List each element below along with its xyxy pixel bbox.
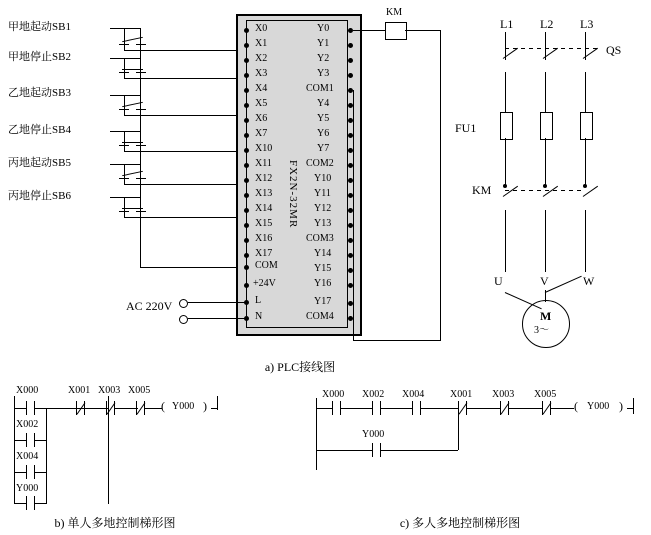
motor-label: M xyxy=(540,309,552,323)
km-main-label: KM xyxy=(472,183,492,197)
ladder-b-c2-l xyxy=(26,433,27,447)
wire-com1-down xyxy=(353,90,354,340)
wire-km-bottom xyxy=(353,340,441,341)
ladder-b-label-y000: Y000 xyxy=(16,483,39,494)
ladder-b-left-rail xyxy=(14,396,15,504)
wire-sb1-top2 xyxy=(124,28,141,29)
wire-km-down xyxy=(440,30,441,340)
terminal-label-com2: COM2 xyxy=(306,158,334,169)
terminal-label-l: L xyxy=(255,295,262,306)
motor-terminal-v: V xyxy=(540,274,549,288)
terminal-label-y3: Y3 xyxy=(317,68,330,79)
ladder-b-rung2-b xyxy=(34,440,46,441)
terminal-label-x12: X12 xyxy=(255,173,273,184)
ladder-b-label-x003: X003 xyxy=(98,385,121,396)
input-label-sb5: 丙地起动SB5 xyxy=(8,157,71,169)
phase-label-l2: L2 xyxy=(540,17,554,31)
ac-terminal-l xyxy=(179,299,188,308)
ladder-c-wire5 xyxy=(508,408,542,409)
caption-ladder-c: c) 多人多地控制梯形图 xyxy=(399,516,521,530)
terminal-dot-x0 xyxy=(244,28,249,33)
ladder-b-rung1-a xyxy=(14,408,26,409)
terminal-label-com4: COM4 xyxy=(306,311,334,322)
terminal-label-x2: X2 xyxy=(255,53,268,64)
wire-com-drop xyxy=(140,227,141,268)
terminal-label-x10: X10 xyxy=(255,143,273,154)
terminal-label-y16: Y16 xyxy=(314,278,332,289)
contact-sb2-b xyxy=(136,72,146,73)
ac-supply-label: AC 220V xyxy=(126,299,173,313)
wire-sb4-top2 xyxy=(124,131,141,132)
terminal-dot-x1 xyxy=(244,43,249,48)
ladder-b-label-x001: X001 xyxy=(68,385,91,396)
terminal-label-y11: Y11 xyxy=(314,188,331,199)
terminal-label-y13: Y13 xyxy=(314,218,332,229)
wire-sb1-out xyxy=(124,50,246,51)
ladder-b-rung2-a xyxy=(14,440,26,441)
terminal-label-y10: Y10 xyxy=(314,173,332,184)
wire-l3-kmdown xyxy=(585,210,586,272)
ladder-b-label-x002: X002 xyxy=(16,419,39,430)
ladder-c-label-x001: X001 xyxy=(450,389,473,400)
terminal-label-y17: Y17 xyxy=(314,296,332,307)
ladder-c-wire6 xyxy=(550,408,574,409)
terminal-label-x17: X17 xyxy=(255,248,273,259)
ladder-b-c1-l xyxy=(26,401,27,415)
motor-sub-label: 3～ xyxy=(534,325,549,336)
terminal-dot-x7 xyxy=(244,133,249,138)
terminal-label-y15: Y15 xyxy=(314,263,332,274)
terminal-label-y0: Y0 xyxy=(317,23,330,34)
wire-l2-qsdown xyxy=(545,72,546,112)
terminal-dot-x17 xyxy=(244,253,249,258)
ladder-b-label-x000: X000 xyxy=(16,385,39,396)
terminal-dot-x10 xyxy=(244,148,249,153)
terminal-label-y4: Y4 xyxy=(317,98,330,109)
terminal-dot-y3 xyxy=(348,73,353,78)
wire-l3-fudown xyxy=(585,138,586,186)
terminal-label-24v: +24V xyxy=(253,278,276,289)
wire-l2-kmdown xyxy=(545,210,546,272)
input-label-sb2: 甲地停止SB2 xyxy=(8,51,71,63)
km-coil-label: KM xyxy=(386,7,403,18)
wire-sb6-out xyxy=(124,217,246,218)
ladder-c-branch-right xyxy=(458,408,459,450)
terminal-dot-x6 xyxy=(244,118,249,123)
km-node-l1 xyxy=(503,184,507,188)
wire-switch-common xyxy=(140,44,141,227)
ladder-c-no3-l xyxy=(412,401,413,415)
ladder-c-wire1 xyxy=(340,408,372,409)
ladder-c-branch-wire-b xyxy=(380,450,458,451)
wire-l1-qsdown xyxy=(505,72,506,112)
terminal-dot-x15 xyxy=(244,223,249,228)
ladder-c-branch-no-l xyxy=(372,443,373,457)
wire-sb4-out xyxy=(124,151,246,152)
km-node-l2 xyxy=(543,184,547,188)
ladder-c-coil-open: ( xyxy=(574,399,578,413)
input-label-sb3: 乙地起动SB3 xyxy=(8,87,71,99)
terminal-dot-x4 xyxy=(244,88,249,93)
ladder-b-label-x004: X004 xyxy=(16,451,39,462)
wire-sb5-top2 xyxy=(124,164,141,165)
wire-l2-fudown xyxy=(545,138,546,186)
ladder-b-top-wire3 xyxy=(144,408,162,409)
terminal-label-y1: Y1 xyxy=(317,38,330,49)
terminal-dot-x14 xyxy=(244,208,249,213)
fuse-l2 xyxy=(540,112,553,140)
wire-sb6-top2 xyxy=(124,197,141,198)
terminal-dot-x13 xyxy=(244,193,249,198)
terminal-dot-com xyxy=(244,265,249,270)
ladder-c-label-x003: X003 xyxy=(492,389,515,400)
contact-sb4-b xyxy=(136,145,146,146)
terminal-label-x15: X15 xyxy=(255,218,273,229)
qs-dashline xyxy=(505,48,601,49)
terminal-label-x13: X13 xyxy=(255,188,273,199)
ladder-c-coil-close: ) xyxy=(619,399,623,413)
ladder-b-top-wire2 xyxy=(114,408,138,409)
ladder-c-wire0 xyxy=(316,408,332,409)
fuse-l3 xyxy=(580,112,593,140)
input-label-sb1: 甲地起动SB1 xyxy=(8,21,71,33)
input-label-sb6: 丙地停止SB6 xyxy=(8,190,71,202)
ladder-c-no1-l xyxy=(332,401,333,415)
terminal-label-y5: Y5 xyxy=(317,113,330,124)
ac-terminal-n xyxy=(179,315,188,324)
terminal-label-y12: Y12 xyxy=(314,203,332,214)
caption-plc: a) PLC接线图 xyxy=(264,360,336,374)
km-coil xyxy=(385,22,407,40)
ladder-c-endrail xyxy=(633,398,634,414)
phase-label-l3: L3 xyxy=(580,17,594,31)
wire-ac-l xyxy=(188,302,246,303)
wire-sb5-out xyxy=(124,184,246,185)
terminal-dot-x2 xyxy=(244,58,249,63)
contact-sb3-b xyxy=(136,109,146,110)
motor-terminal-u: U xyxy=(494,274,503,288)
wire-sb1-right xyxy=(140,28,141,44)
motor-terminal-w: W xyxy=(583,274,595,288)
terminal-dot-y2 xyxy=(348,58,353,63)
ladder-c-label-x004: X004 xyxy=(402,389,425,400)
terminal-dot-x16 xyxy=(244,238,249,243)
terminal-label-com: COM xyxy=(255,260,278,271)
terminal-dot-x11 xyxy=(244,163,249,168)
wire-ac-n xyxy=(188,318,246,319)
wire-l3-qsdown xyxy=(585,72,586,112)
ladder-c-label-x000: X000 xyxy=(322,389,345,400)
phase-label-l1: L1 xyxy=(500,17,514,31)
terminal-label-x6: X6 xyxy=(255,113,268,124)
ladder-c-branch-wire-a xyxy=(316,450,372,451)
terminal-label-x0: X0 xyxy=(255,23,268,34)
terminal-label-x1: X1 xyxy=(255,38,268,49)
terminal-label-x7: X7 xyxy=(255,128,268,139)
ladder-c-label-y000: Y000 xyxy=(362,429,385,440)
terminal-dot-24v xyxy=(244,283,249,288)
ladder-b-c4-l xyxy=(26,496,27,510)
terminal-dot-x12 xyxy=(244,178,249,183)
ladder-c-branch-left xyxy=(316,408,317,450)
ladder-b-rung3-a xyxy=(14,472,26,473)
terminal-label-x11: X11 xyxy=(255,158,272,169)
ladder-c-wire2 xyxy=(380,408,412,409)
wire-l1-kmdown xyxy=(505,210,506,272)
plc-model-label: FX2N-32MR xyxy=(287,160,299,229)
terminal-label-x14: X14 xyxy=(255,203,273,214)
terminal-label-x3: X3 xyxy=(255,68,268,79)
terminal-label-x16: X16 xyxy=(255,233,273,244)
ladder-c-wire3 xyxy=(420,408,458,409)
ladder-b-coil-open: ( xyxy=(161,399,165,413)
wire-sb2-out xyxy=(124,78,246,79)
km-dashline xyxy=(505,190,585,191)
fu-label: FU1 xyxy=(455,121,477,135)
terminal-label-com1: COM1 xyxy=(306,83,334,94)
contact-sb5-b xyxy=(136,178,146,179)
ladder-c-coil-label: Y000 xyxy=(587,401,610,412)
terminal-label-y7: Y7 xyxy=(317,143,330,154)
contact-sb6-b xyxy=(136,211,146,212)
wire-sb3-out xyxy=(124,115,246,116)
ladder-b-top-wire1 xyxy=(84,408,108,409)
ladder-c-no2-l xyxy=(372,401,373,415)
terminal-label-x5: X5 xyxy=(255,98,268,109)
terminal-label-com3: COM3 xyxy=(306,233,334,244)
terminal-label-y2: Y2 xyxy=(317,53,330,64)
terminal-dot-x5 xyxy=(244,103,249,108)
input-label-sb4: 乙地停止SB4 xyxy=(8,124,71,136)
wire-sb5-left xyxy=(124,164,125,178)
ladder-c-label-x005: X005 xyxy=(534,389,557,400)
terminal-dot-y1 xyxy=(348,43,353,48)
terminal-label-n: N xyxy=(255,311,263,322)
wire-sb2-top2 xyxy=(124,58,141,59)
wire-w-to-motor xyxy=(545,276,582,293)
km-node-l3 xyxy=(583,184,587,188)
contact-sb1-b xyxy=(136,44,146,45)
terminal-label-x4: X4 xyxy=(255,83,268,94)
ladder-b-coil-label: Y000 xyxy=(172,401,195,412)
wire-l1-fudown xyxy=(505,138,506,186)
wire-sb3-top2 xyxy=(124,95,141,96)
ladder-b-label-x005: X005 xyxy=(128,385,151,396)
terminal-label-y14: Y14 xyxy=(314,248,332,259)
ladder-b-c3-l xyxy=(26,465,27,479)
ladder-c-label-x002: X002 xyxy=(362,389,385,400)
ladder-b-parallel-bus xyxy=(46,408,47,504)
wire-com-line xyxy=(140,267,246,268)
wire-sb3-left xyxy=(124,95,125,109)
qs-label: QS xyxy=(606,43,622,57)
ladder-b-coil-close: ) xyxy=(203,399,207,413)
fuse-l1 xyxy=(500,112,513,140)
terminal-label-y6: Y6 xyxy=(317,128,330,139)
ladder-b-rung4-a xyxy=(14,503,26,504)
terminal-dot-x3 xyxy=(244,73,249,78)
ladder-b-rung3-b xyxy=(34,472,46,473)
ladder-b-rung4-b xyxy=(34,503,46,504)
wire-y0-out xyxy=(353,30,385,31)
wire-km-right xyxy=(405,30,440,31)
caption-ladder-b: b) 单人多地控制梯形图 xyxy=(54,516,176,530)
motor-symbol xyxy=(522,300,570,348)
ladder-b-endrail xyxy=(217,396,218,410)
ladder-c-wire4 xyxy=(466,408,500,409)
